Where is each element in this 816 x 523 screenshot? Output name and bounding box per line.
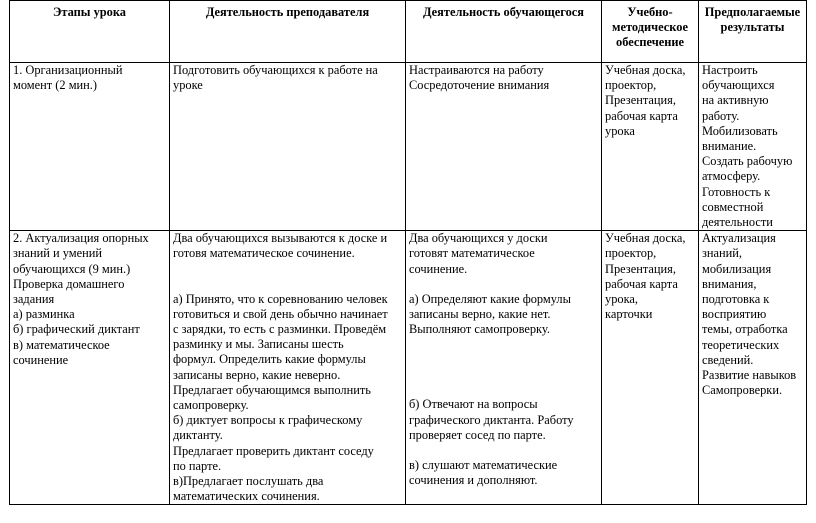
- lesson-plan-table: [9, 0, 807, 505]
- header-row: [10, 1, 807, 63]
- row1-materials: Учебная доска, проектор, Презентация, рабочая карта урока: [602, 63, 699, 231]
- table-row: [10, 63, 807, 231]
- row1-stage: 1. Организационный момент (2 мин.): [10, 63, 170, 231]
- row2-results: Актуализация знаний, мобилизация внимания, подготовка к восприятию темы, отработка теоретических сведений. Развитие навыков Самопроверки.: [699, 231, 807, 505]
- header-materials: Учебно- методическое обеспечение: [602, 1, 699, 63]
- header-stage: Этапы урока: [10, 1, 170, 63]
- header-student: Деятельность обучающегося: [406, 1, 602, 63]
- row1-results: Настроить обучающихся на активную работу. Мобилизовать внимание. Создать рабочую атмосферу. Готовность к совместной деятельности: [699, 63, 807, 231]
- row2-student: Два обучающихся у доски готовят математическое сочинение. а) Определяют какие формулы записаны верно, какие нет. Выполняют самопроверку. б) Отвечают на вопросы графического диктанта. Работу проверяет сосед по парте. в) слушают математические сочинения и дополняют.: [406, 231, 602, 505]
- row1-teacher: Подготовить обучающихся к работе на уроке: [170, 63, 406, 231]
- row2-teacher: Два обучающихся вызываются к доске и готовя математическое сочинение. а) Принято, что к соревнованию человек готовиться и свой день обычно начинает с зарядки, то есть с разминки. Проведём разминку и мы. Записаны шесть формул. Определить какие формулы записаны верно, какие неверно. Предлагает обучающимся выполнить самопроверку. б) диктует вопросы к графическому диктанту. Предлагает проверить диктант соседу по парте. в)Предлагает послушать два математических сочинения.: [170, 231, 406, 505]
- row2-stage: 2. Актуализация опорных знаний и умений обучающихся (9 мин.) Проверка домашнего задания а) разминка б) графический диктант в) математическое сочинение: [10, 231, 170, 505]
- header-results: Предполагаемые результаты: [699, 1, 807, 63]
- table-row: [10, 231, 807, 505]
- header-teacher: Деятельность преподавателя: [170, 1, 406, 63]
- row1-student: Настраиваются на работу Сосредоточение внимания: [406, 63, 602, 231]
- row2-materials: Учебная доска, проектор, Презентация, рабочая карта урока, карточки: [602, 231, 699, 505]
